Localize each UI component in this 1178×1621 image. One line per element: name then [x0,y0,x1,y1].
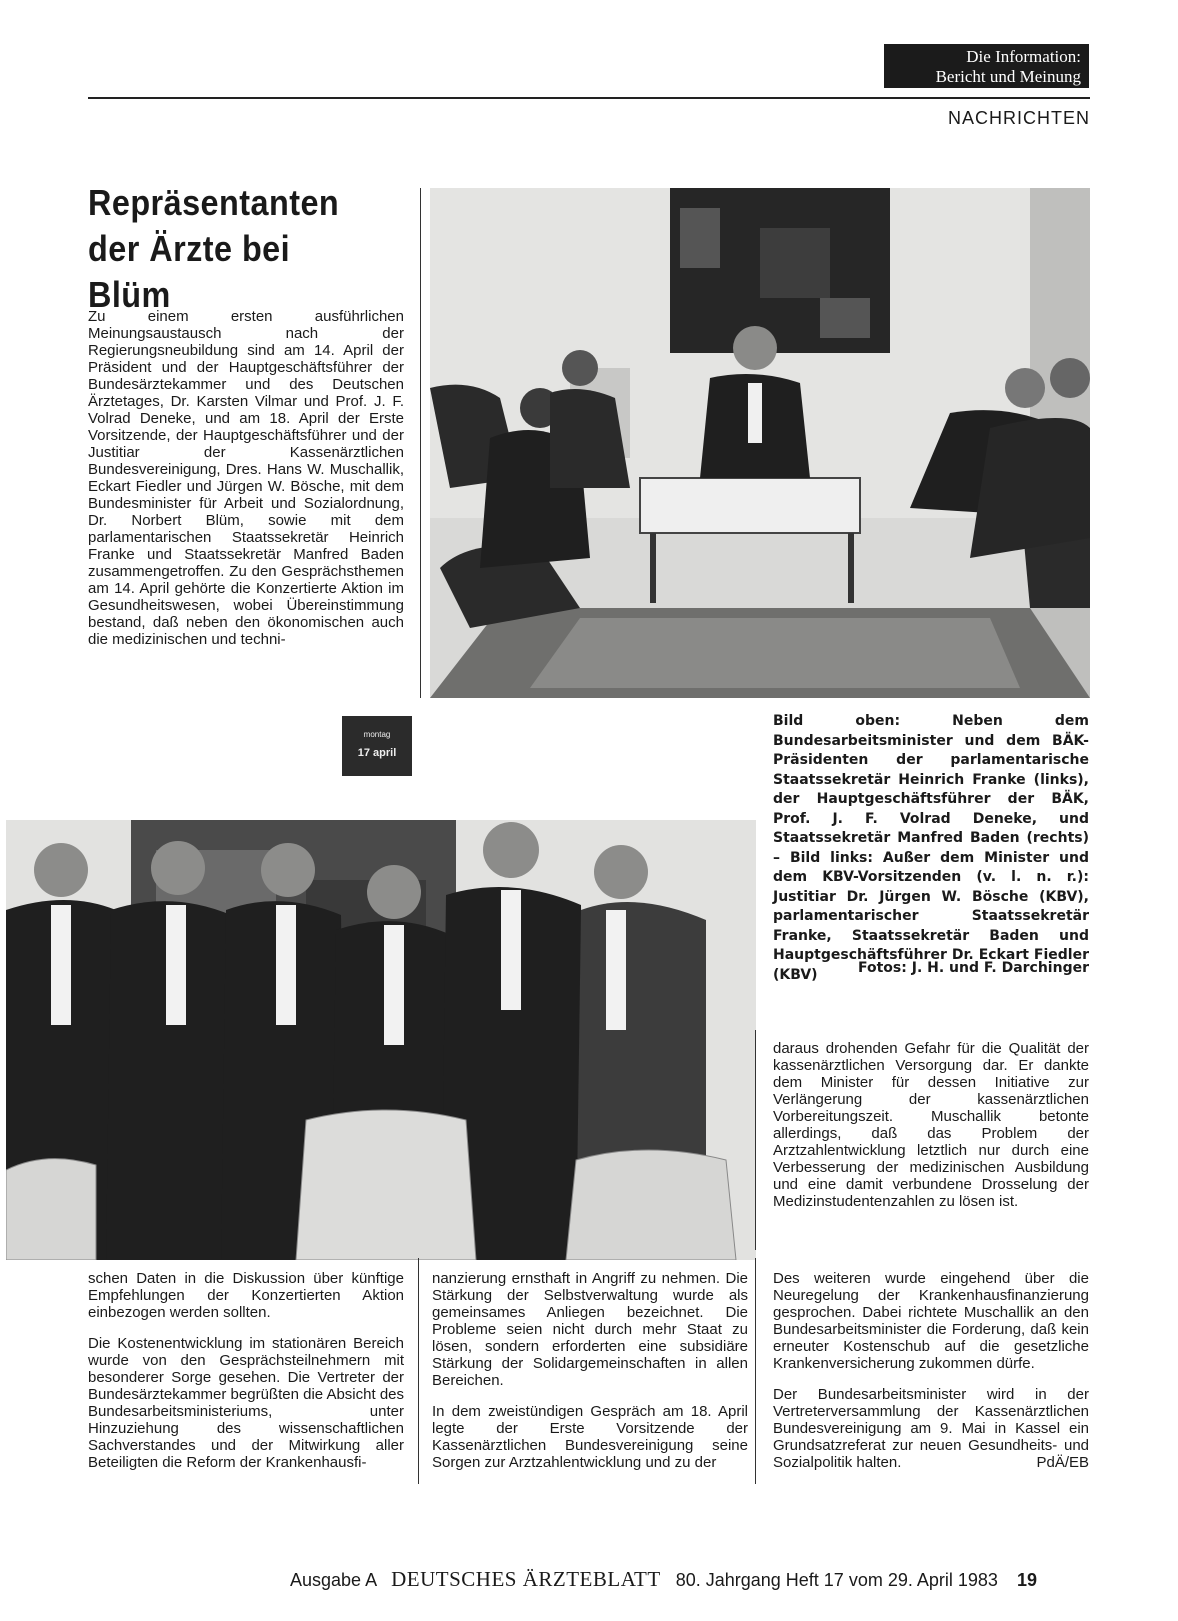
paragraph: schen Daten in die Diskussion über künftige Empfehlungen der Konzertierten Aktion einbezogen werden sollten. [88,1270,404,1321]
paragraph [773,1386,1089,1471]
title-line-2: der Ärzte bei Blüm [88,228,291,315]
paragraph: daraus drohenden Gefahr für die Qualität der kassenärztlichen Versorgung dar. Er dankte dem Minister für dessen Initiative zur Verlängerung der kassenärztlichen Vorbereitungszeit. Muschallik betonte allerdings, daß das Problem der Arztzahlentwicklung letztlich nur durch eine Verbesserung der medizinischen Ausbildung und eine damit verbundene Drosselung der Medizinstudentenzahlen zu lösen ist. [773,1040,1089,1210]
column-divider [755,1030,756,1250]
footer-edition: Ausgabe A [290,1570,377,1590]
photo-caption: Bild oben: Neben dem Bundesarbeitsminister und dem BÄK-Präsidenten der parlamentarische Staatssekretär Heinrich Franke (links), der Hauptgeschäftsführer der BÄK, Prof. J. F. Volrad Deneke, und Staatssekretär Manfred Baden (rechts) – Bild links: Außer dem Minister und dem KBV-Vorsitzenden (v. l. n. r.): Justitiar Dr. Jürgen W. Bösche (KBV), parlamentarischer Staatssekretär Franke, Staatssekretär Baden und Hauptgeschäftsführer Dr. Eckart Fiedler (KBV) [773,713,1089,983]
paragraph-text: Der Bundesarbeitsminister wird in der Vertreterversammlung der Kassenärztlichen Bundesvereinigung am 9. Mai in Kassel ein Grundsatzreferat zur neuen Gesundheits- und Sozialpolitik halten. [773,1386,1089,1471]
meeting-photo-illustration [430,188,1090,698]
right-column [773,1040,1089,1224]
page-footer [290,1567,1090,1591]
intro-column [88,308,404,662]
photo-credit: Fotos: J. H. und F. Darchinger [858,960,1089,976]
paragraph: Des weiteren wurde eingehend über die Neuregelung der Krankenhausfinanzierung gesprochen. Dabei richtete Muschallik an den Bundesarbeitsminister die Forderung, daß kein erneuter Kostenschub auf die gesetzliche Krankenversicherung zukommen dürfe. [773,1270,1089,1372]
paragraph: Die Kostenentwicklung im stationären Bereich wurde von den Gesprächsteilnehmern mit besonderer Sorge gesehen. Die Vertreter der Bundesärztekammer begrüßten die Absicht des Bundesarbeitsministeriums, unter Hinzuziehung des wissenschaftlichen Sachverstandes und der Mitwirkung aller Beteiligten die Reform der Krankenhausfi- [88,1335,405,1471]
header-rule [88,97,1090,99]
footer-issue: 80. Jahrgang Heft 17 vom 29. April 1983 [675,1570,998,1590]
column-divider [755,1258,756,1484]
calendar-day: montag [363,730,391,739]
footer-journal: DEUTSCHES ÄRZTEBLATT [391,1567,661,1591]
paragraph: nanzierung ernsthaft in Angriff zu nehmen. Die Stärkung der Selbstverwaltung wurde als gemeinsames Anliegen bezeichnet. Die Probleme seien nicht durch mehr Staat zu lösen, sondern erforderten eine subsidiäre Stärkung der Solidargemeinschaften in allen Bereichen. [432,1270,748,1389]
column-divider [418,1258,419,1484]
column-divider [420,188,421,698]
intro-paragraph: Zu einem ersten ausführlichen Meinungsaustausch nach der Regierungsneubildung sind am 14. April der Präsident und der Hauptgeschäftsführer der Bundesärztekammer und des Deutschen Ärztetages, Dr. Karsten Vilmar und Prof. J. F. Volrad Deneke, und am 18. April der Erste Vorsitzende, der Hauptgeschäftsführer und der Justitiar der Kassenärztlichen Bundesvereinigung, Dres. Hans W. Muschallik, Eckart Fiedler und Jürgen W. Bösche, mit dem Bundesminister für Arbeit und Sozialordnung, Dr. Norbert Blüm, sowie mit dem parlamentarischen Staatssekretär Heinrich Franke und Staatssekretär Manfred Baden zusammengetroffen. Zu den Gesprächsthemen am 14. April gehörte die Konzertierte Aktion im Gesundheitswesen, wobei Übereinstimmung bestand, daß neben den ökonomischen auch die medizinischen und techni- [88,308,404,648]
rubric-line-2: Bericht und Meinung [935,67,1081,86]
rubric-badge [884,44,1089,88]
rubric-line-1: Die Information: [966,47,1081,66]
article-title [88,180,376,318]
paragraph: In dem zweistündigen Gespräch am 18. April legte der Erste Vorsitzende der Kassenärztlichen Bundesvereinigung seine Sorgen zur Arztzahlentwicklung und zu der [432,1403,748,1471]
author-signature: PdÄ/EB [1036,1454,1089,1471]
bottom-column-3 [773,1270,1089,1485]
bottom-column-2 [432,1270,748,1485]
section-label: NACHRICHTEN [947,108,1090,128]
group-photo [6,820,756,1260]
bottom-column-1 [88,1270,404,1485]
calendar-date: 17 april [357,747,397,759]
calendar-icon [342,716,412,776]
title-line-1: Repräsentanten [88,182,340,223]
top-photo [430,188,1090,698]
group-photo-illustration [6,820,756,1260]
page-number: 19 [1016,1570,1037,1590]
